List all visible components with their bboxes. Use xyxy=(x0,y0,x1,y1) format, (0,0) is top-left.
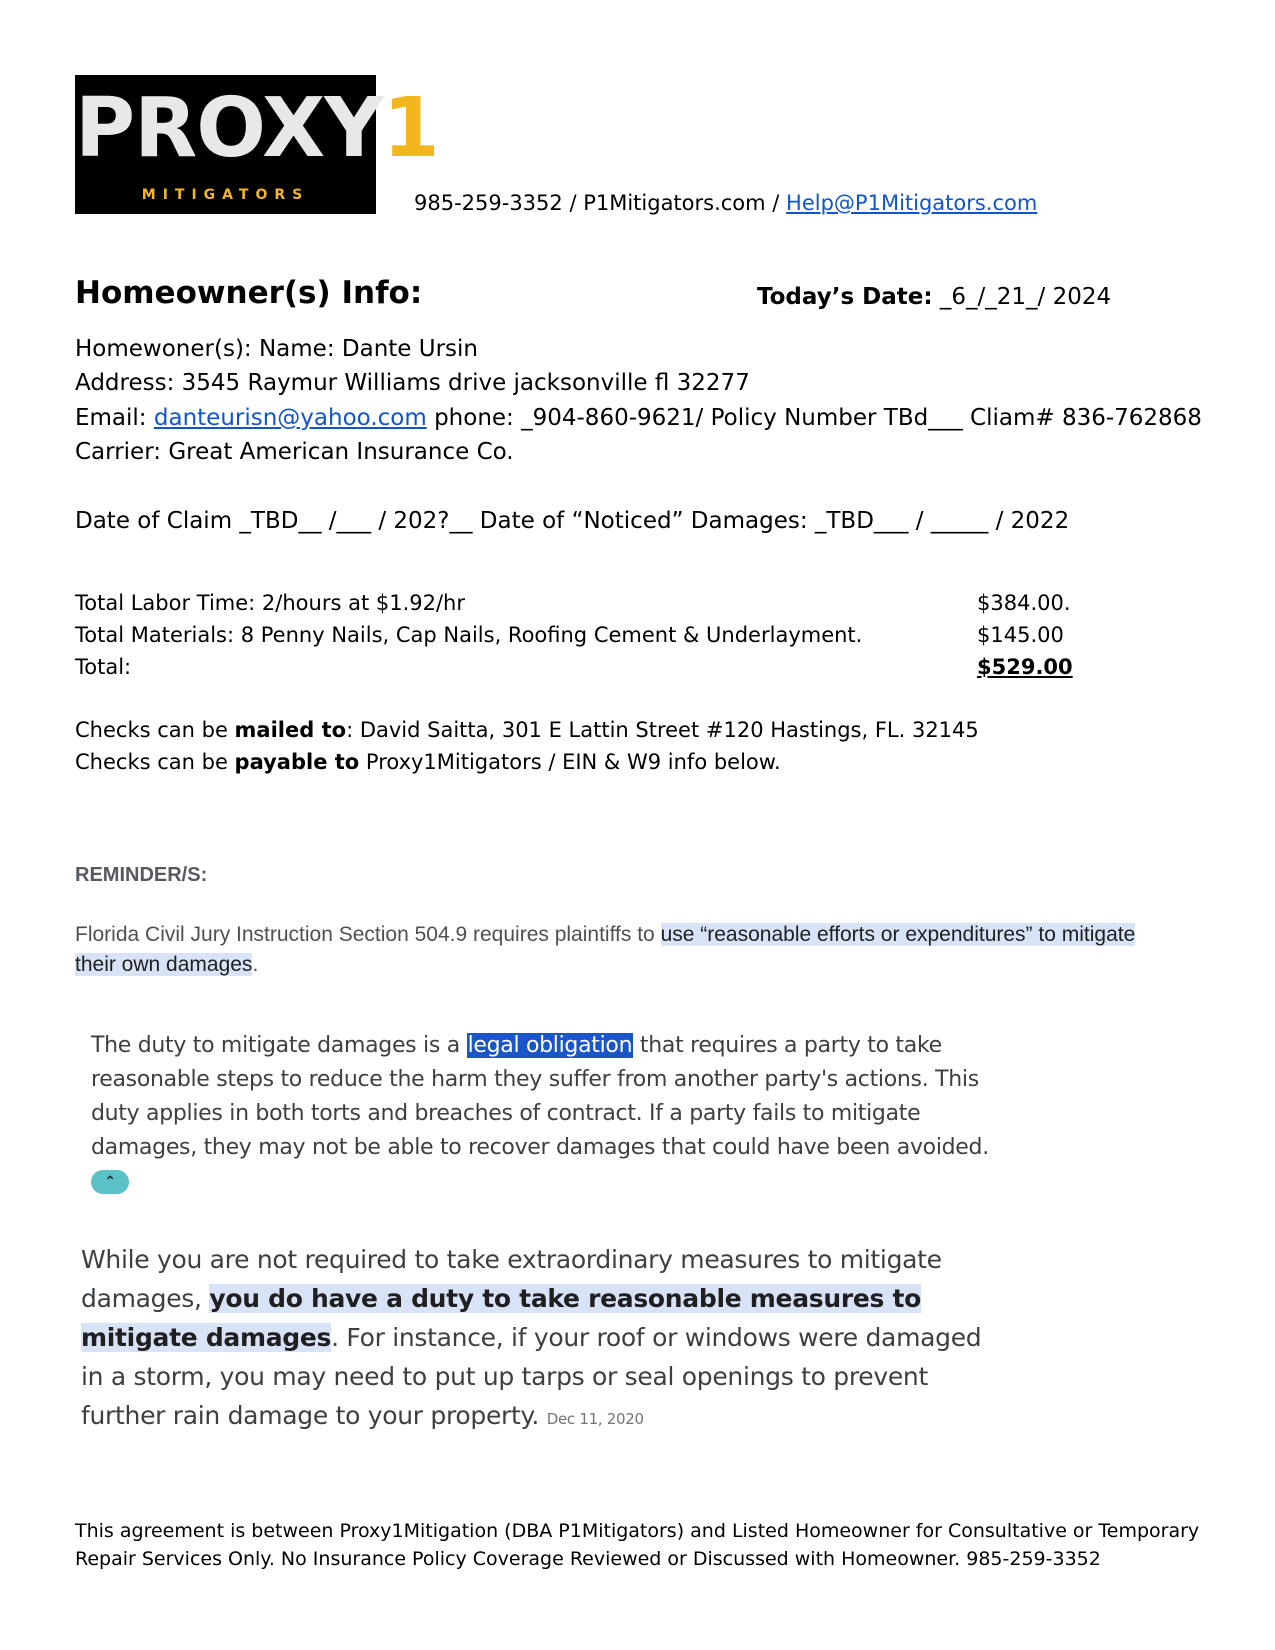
email-label: Email: xyxy=(75,405,154,431)
legal-obligation-highlight: legal obligation xyxy=(467,1033,633,1058)
homeowner-carrier: Carrier: Great American Insurance Co. xyxy=(75,439,514,465)
homeowner-address: Address: 3545 Raymur Williams drive jacksonville fl 32277 xyxy=(75,370,750,396)
logo-subtitle: MITIGATORS xyxy=(141,187,310,203)
duty-quote-2: While you are not required to take extraordinary measures to mitigate damages, you do have a duty to take reasonable measures to mitigate damages. For instance, if your roof or windows were damaged in a storm, you may need to put up tarps or seal openings to prevent further rain damage to your property. Dec 11, 2020 xyxy=(81,1245,982,1430)
duty-quote-1: The duty to mitigate damages is a legal obligation that requires a party to take reasonable steps to reduce the harm they suffer from another party's actions. This duty applies in both torts and breaches of contract. If a party fails to mitigate damages, they may not be able to recover damages that could have been avoided. ⌃ xyxy=(91,1029,991,1199)
agreement-footer: This agreement is between Proxy1Mitigation (DBA P1Mitigators) and Listed Homeowner for Consultative or Temporary Repair Services Only. No Insurance Policy Coverage Reviewed or Discussed with Homeowner. 985-259-3352 xyxy=(75,1520,1200,1570)
total-amount: $529.00 xyxy=(977,655,1073,679)
total-label: Total: xyxy=(75,655,132,679)
company-logo xyxy=(75,75,439,214)
phone-policy-claim: phone: _904-860-9621/ Policy Number TBd___ Cliam# 836-762868 xyxy=(426,405,1202,431)
today-label: Today’s Date: xyxy=(757,284,933,310)
contact-email-link[interactable]: Help@P1Mitigators.com xyxy=(786,191,1038,215)
homeowner-email-row xyxy=(75,405,1202,431)
todays-date xyxy=(757,284,1111,310)
checks-payable: Checks can be payable to Proxy1Mitigators / EIN & W9 info below. xyxy=(75,750,781,774)
today-value: _6_/_21_/ 2024 xyxy=(932,284,1112,310)
materials-amount: $145.00 xyxy=(977,623,1064,647)
reasonable-measures-highlight: you do have a duty to take reasonable measures to mitigate damages xyxy=(81,1284,922,1352)
labor-label: Total Labor Time: 2/hours at $1.92/hr xyxy=(75,591,465,615)
payable-to-bold: payable to xyxy=(234,750,360,774)
materials-label: Total Materials: 8 Penny Nails, Cap Nails, Roofing Cement & Underlayment. xyxy=(75,623,863,647)
florida-instruction: Florida Civil Jury Instruction Section 504.9 requires plaintiffs to use “reasonable efforts or expenditures” to mitigate their own damages. xyxy=(75,923,1136,976)
logo-word: PROXY1 xyxy=(75,81,439,176)
contact-line xyxy=(414,191,1037,215)
homeowner-name: Homewoner(s): Name: Dante Ursin xyxy=(75,336,478,362)
contact-phone-site: 985-259-3352 / P1Mitigators.com / xyxy=(414,191,787,215)
homeowner-heading: Homeowner(s) Info: xyxy=(75,275,423,311)
labor-amount: $384.00. xyxy=(977,591,1071,615)
reminder-heading: REMINDER/S: xyxy=(75,864,208,886)
checks-mailed: Checks can be mailed to: David Saitta, 301 E Lattin Street #120 Hastings, FL. 32145 xyxy=(75,718,979,742)
quote-date: Dec 11, 2020 xyxy=(546,1410,644,1428)
claim-dates: Date of Claim _TBD__ /___ / 202?__ Date of “Noticed” Damages: _TBD___ / _____ / 2022 xyxy=(75,508,1070,534)
chevron-up-icon: ⌃ xyxy=(91,1170,129,1194)
logo-digit: 1 xyxy=(382,81,439,176)
mailed-to-bold: mailed to xyxy=(234,718,347,742)
homeowner-email-link[interactable]: danteurisn@yahoo.com xyxy=(153,405,427,431)
florida-highlight: use “reasonable efforts or expenditures” to mitigate their own damages xyxy=(75,923,1136,976)
